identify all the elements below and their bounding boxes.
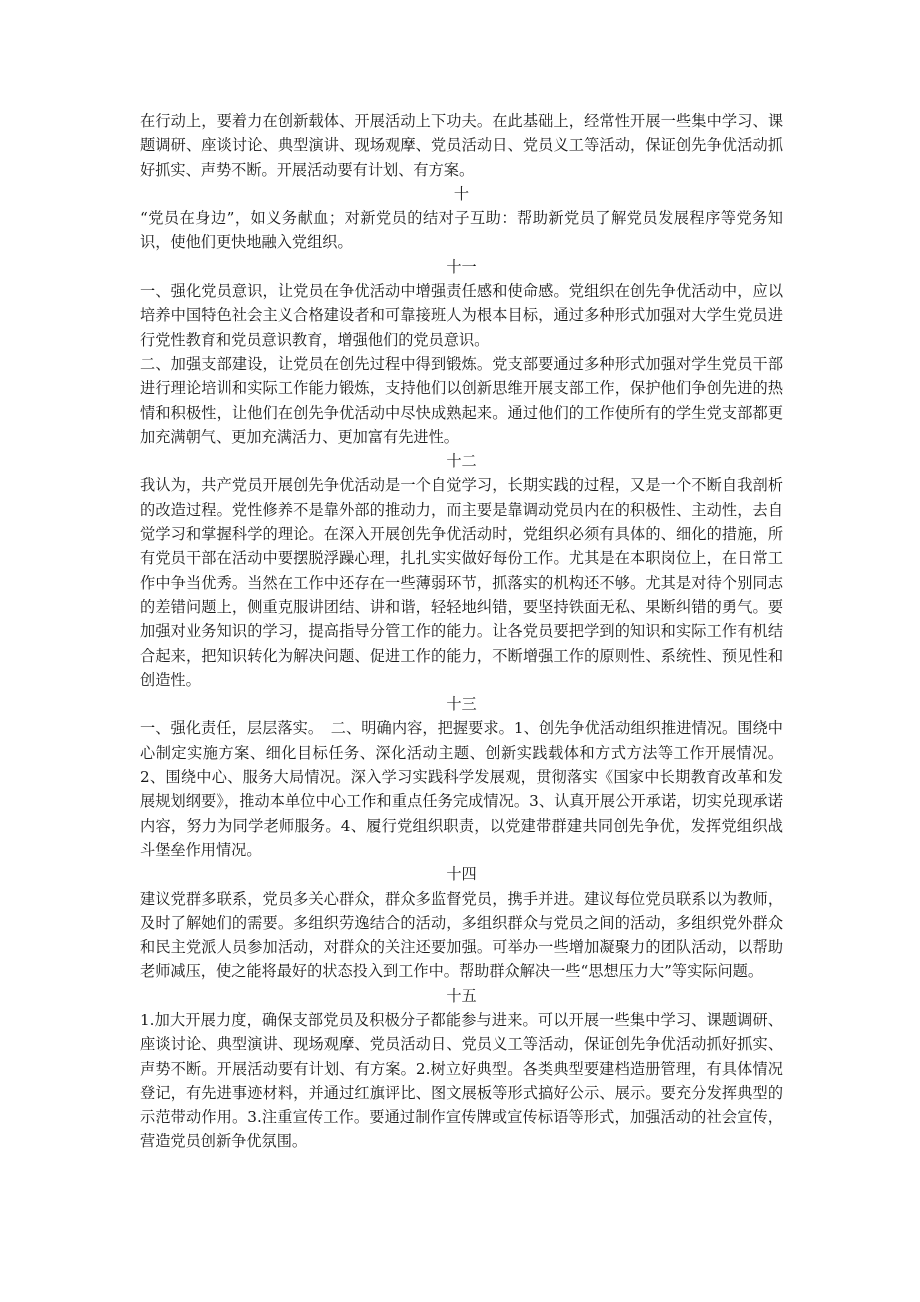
- paragraph: 二、加强支部建设，让党员在创先过程中得到锻炼。党支部要通过多种形式加强对学生党员干部进行理论培训和实际工作能力锻炼，支持他们以创新思维开展支部工作，保护他们争创先进的热情和积极性，让他们在创先争优活动中尽快成熟起来。通过他们的工作使所有的学生党支部都更加充满朝气、更加充满活力、更加富有先进性。: [140, 354, 783, 446]
- paragraph-intro: 在行动上，要着力在创新载体、开展活动上下功夫。在此基础上，经常性开展一些集中学习、课题调研、座谈讨论、典型演讲、现场观摩、党员活动日、党员义工等活动，保证创先争优活动抓好抓实、声势不断。开展活动要有计划、有方案。: [140, 112, 783, 179]
- section-heading-13: 十三: [446, 695, 477, 714]
- paragraph: 一、强化责任，层层落实。 二、明确内容，把握要求。1、创先争优活动组织推进情况。围绕中心制定实施方案、细化目标任务、深化活动主题、创新实践载体和方式方法等工作开展情况。2、围绕中心、服务大局情况。深入学习实践科学发展观，贯彻落实《国家中长期教育改革和发展规划纲要》，推动本单位中心工作和重点任务完成情况。3、认真开展公开承诺，切实兑现承诺内容，努力为同学老师服务。4、履行党组织职责，以党建带群建共同创先争优，发挥党组织战斗堡垒作用情况。: [140, 719, 783, 859]
- paragraph: 1.加大开展力度，确保支部党员及积极分子都能参与进来。可以开展一些集中学习、课题调研、座谈讨论、典型演讲、现场观摩、党员活动日、党员义工等活动，保证创先争优活动抓好抓实、声势不断。开展活动要有计划、有方案。2.树立好典型。各类典型要建档造册管理，有具体情况登记，有先进事迹材料，并通过红旗评比、图文展板等形式搞好公示、展示。要充分发挥典型的示范带动作用。3.注重宣传工作。要通过制作宣传牌或宣传标语等形式，加强活动的社会宣传，营造党员创新争优氛围。: [140, 1010, 783, 1151]
- paragraph: 一、强化党员意识，让党员在争优活动中增强责任感和使命感。党组织在创先争优活动中，应以培养中国特色社会主义合格建设者和可靠接班人为根本目标，通过多种形式加强对大学生党员进行党性教育和党员意识教育，增强他们的党员意识。: [140, 282, 783, 349]
- section-heading-12: 十二: [446, 452, 477, 471]
- section-heading-11: 十一: [446, 257, 477, 276]
- paragraph: 我认为，共产党员开展创先争优活动是一个自觉学习，长期实践的过程，又是一个不断自我剖析的改造过程。党性修养不是靠外部的推动力，而主要是靠调动党员内在的积极性、主动性，去自觉学习和掌握科学的理论。在深入开展创先争优活动时，党组织必须有具体的、细化的措施，所有党员干部在活动中要摆脱浮躁心理，扎扎实实做好每份工作。尤其是在本职岗位上，在日常工作中争当优秀。当然在工作中还存在一些薄弱环节，抓落实的机构还不够。尤其是对待个别同志的差错问题上，侧重克服讲团结、讲和谐，轻轻地纠错，要坚持铁面无私、果断纠错的勇气。要加强对业务知识的学习，提高指导分管工作的能力。让各党员要把学到的知识和实际工作有机结合起来，把知识转化为解决问题、促进工作的能力，不断增强工作的原则性、系统性、预见性和创造性。: [140, 476, 783, 689]
- document-body: [140, 109, 783, 1154]
- section-heading-10: 十: [453, 184, 470, 203]
- section-heading-15: 十五: [446, 986, 477, 1005]
- paragraph: “党员在身边”，如义务献血；对新党员的结对子互助：帮助新党员了解党员发展程序等党务知识，使他们更快地融入党组织。: [140, 209, 783, 252]
- paragraph: 建议党群多联系，党员多关心群众，群众多监督党员，携手并进。建议每位党员联系以为教师，及时了解她们的需要。多组织劳逸结合的活动，多组织群众与党员之间的活动，多组织党外群众和民主党派人员参加活动，对群众的关注还要加强。可举办一些增加凝聚力的团队活动，以帮助老师减压，使之能将最好的状态投入到工作中。帮助群众解决一些“思想压力大”等实际问题。: [140, 889, 783, 981]
- section-heading-14: 十四: [446, 865, 477, 884]
